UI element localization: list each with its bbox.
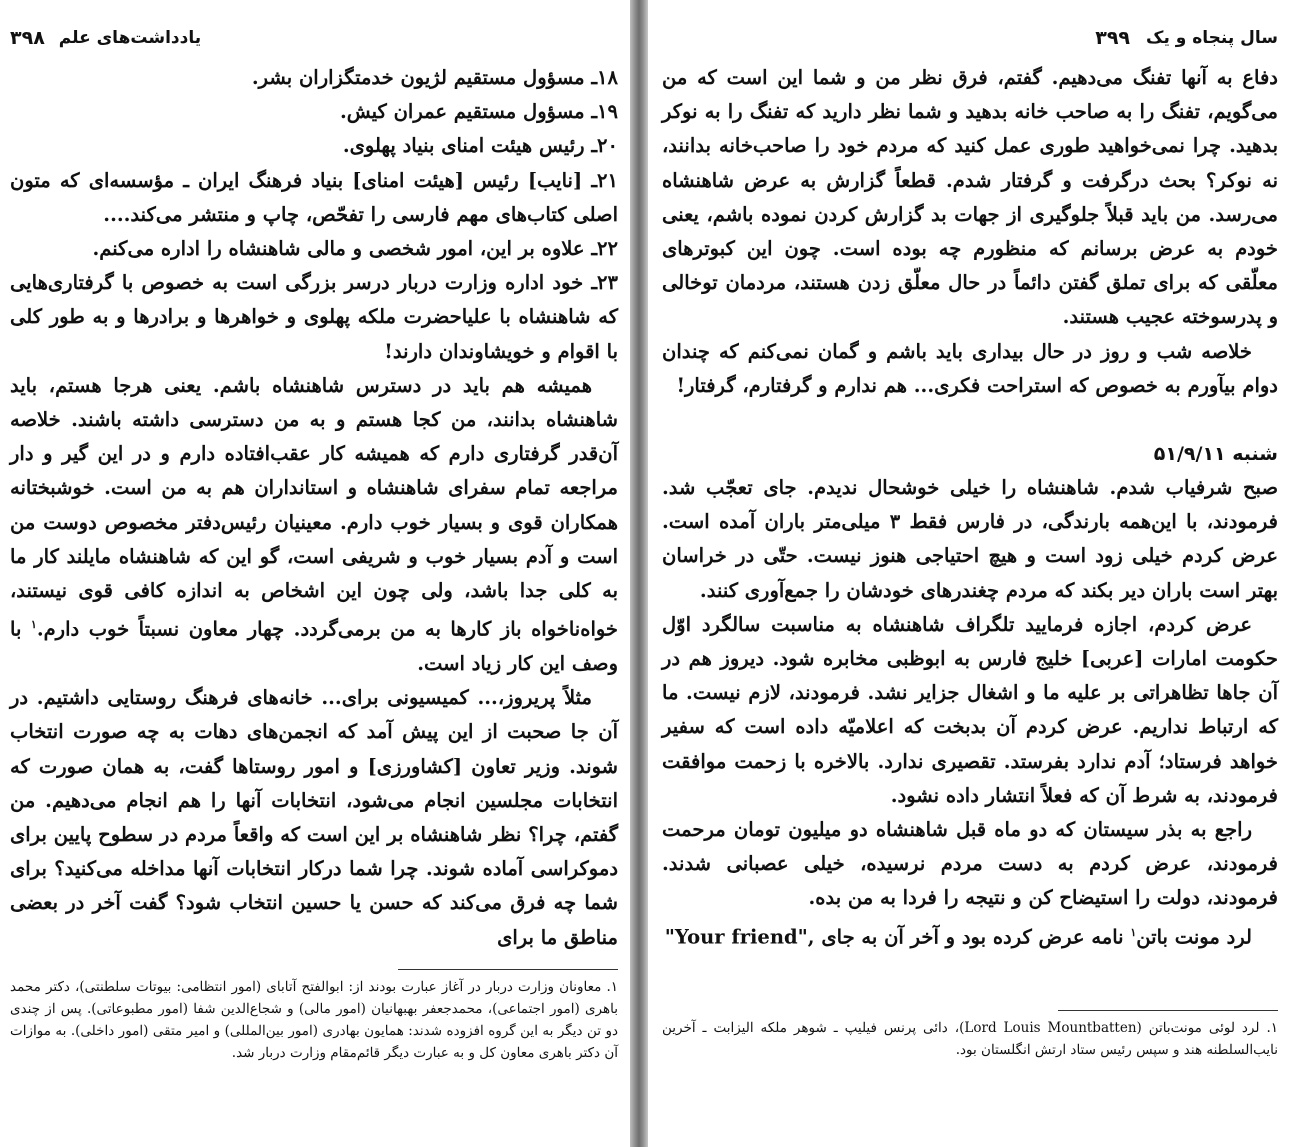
right-page [648,0,1294,1147]
english-quote: "Your friend", [664,925,815,949]
footnote-divider [398,969,618,970]
footnote: ۱. معاونان وزارت دربار در آغاز عبارت بودند از: ابوالفتح آتابای (امور انتظامی: بیوتات سلطنتی)، دکتر محمد باهری (امور اجتماعی)، محمدجعفر بهبهانیان (امور مالی) و شجاع‌الدین شفا (امور مطبوعاتی). پس از چندی دو تن دیگر به این گروه افزوده شدند: همایون بهادری (امور بین‌المللی) و امیر متقی (امور داخلی). به موازات آن دکتر باهری معاون کل و به عبارت دیگر قائم‌مقام وزارت دربار شد. [10,978,618,1061]
footnote-divider [1058,1010,1278,1011]
list-item-20: ۲۰ـ رئیس هیئت امنای بنیاد پهلوی. [342,134,618,158]
footnote-marker: ۱ [30,618,37,632]
left-page-header [10,22,618,55]
body-paragraph [662,916,1278,955]
right-header-title: سال پنجاه و یک [1146,28,1278,48]
paragraph-text: نامه عرض کرده بود و آخر آن به جای [814,925,1131,949]
body-paragraph: خلاصه شب و روز در حال بیداری باید باشم و گمان نمی‌کنم که چندان دوام بیآورم به خصوص که استراحت فکری... هم ندارم و گرفتارم، گرفتار! [662,339,1278,397]
right-page-header [662,22,1278,55]
paragraph-text: لرد مونت باتن [1136,925,1252,949]
body-paragraph: راجع به بذر سیستان که دو ماه قبل شاهنشاه دو میلیون تومان مرحمت فرمودند، عرض کردم به دست مردم نرسیده، خیلی عصبانی شدند. فرمودند، دولت را استیضاح کن و نتیجه را فردا به من بده. [662,818,1278,910]
body-paragraph: مثلاً پریروز،... کمیسیونی برای... خانه‌های فرهنگ روستایی داشتیم. در آن جا صحبت از این پیش آمد که انجمن‌های دهات به چه صورت انتخاب شوند. وزیر تعاون [کشاورزی] و امور روستاها گفت، به همان صورت که انتخابات مجلسین انجام می‌شود، انتخابات آنها را هم انجام می‌دهیم. من گفتم، چرا؟ نظر شاهنشاه بر این است که واقعاً مردم در سطوح پایین برای دموکراسی آماده شوند. چرا شما درکار انتخابات آنها مداخله می‌کنید؟ برای شما چه فرق می‌کند که حسن یا حسین انتخاب شود؟ گفت آخر در بعضی مناطق ما برای [10,686,618,949]
paragraph-text: همیشه هم باید در دسترس شاهنشاه باشم. یعنی هرجا هستم، باید شاهنشاه بدانند، من کجا هستم و به من دسترسی داشته باشند. خلاصه آن‌قدر گرفتاری دارم که همیشه کار عقب‌افتاده دارم و در این گیر و دار مراجعه تمام سفرای شاهنشاه و استانداران هم به من است. خوشبختانه همکاران قوی و بسیار خوب دارم. معینیان رئیس‌دفتر مخصوص دوست من است و آدم بسیار خوب و شریفی است، گو این که شاهنشاه مایلند کار ما به کلی جدا باشد، ولی چون این اشخاص به اندازه کافی قوی نیستند، خواه‌ناخواه باز کارها به من برمی‌گردد. چهار معاون نسبتاً خوب دارم. [10,373,618,641]
left-page-body [10,61,618,955]
list-item-18: ۱۸ـ مسؤول مستقیم لژیون خدمتگزاران بشر. [251,66,618,89]
body-paragraph [10,369,618,681]
right-page-body [662,61,1278,954]
list-item-19: ۱۹ـ مسؤول مستقیم عمران کیش. [340,100,618,124]
left-page [0,0,630,1147]
left-page-number: ۳۹۸ [10,27,45,49]
list-item-22: ۲۲ـ علاوه بر این، امور شخصی و مالی شاهنشاه را اداره می‌کنم. [92,237,618,261]
body-paragraph: دفاع به آنها تفنگ می‌دهیم. گفتم، فرق نظر من و شما این است که من می‌گویم، تفنگ را به صاحب خانه بدهید و شما نظر دارید که تفنگ را به نوکر بدهید. چرا نمی‌خواهید طوری عمل کنید که مردم خود را صاحب‌خانه بدانند، نه نوکر؟ بحث درگرفت و گرفتار شدم. قطعاً گزارش به عرض شاهنشاه می‌رسد. من باید قبلاً جلوگیری از جهات بد گزارش کردن نموده باشم، یعنی خودم به عرض برسانم که منظورم چه بوده است. چون این کبوترهای معلّقی که برای تملق گفتن دائماً در حال معلّق زدن هستند، مردمان توخالی و پدرسوخته عجیب هستند. [662,66,1278,329]
list-item-23: ۲۳ـ خود اداره وزارت دربار درسر بزرگی است به خصوص با گرفتاری‌هایی که شاهنشاه با علیاحضرت ملکه پهلوی و خواهرها و برادرها و به طور کلی با اقوام و خویشاوندان دارند! [10,271,618,363]
left-header-title: یادداشت‌های علم [58,28,202,48]
footnote-marker: ۱ [1130,925,1137,939]
date-heading: شنبه ۵۱/۹/۱۱ [1153,443,1278,466]
paragraph-text-tail: با وصف این کار زیاد است. [10,617,618,675]
right-page-number: ۳۹۹ [1095,27,1131,49]
footnote: ۱. لرد لوئی مونت‌باتن (Lord Louis Mountbatten)، دائی پرنس فیلیپ ـ شوهر ملکه الیزابت ـ آخرین نایب‌السلطنه هند و سپس رئیس ستاد ارتش انگلستان بود. [662,1020,1278,1059]
list-item-21: ۲۱ـ [نایب] رئیس [هیئت امنای] بنیاد فرهنگ ایران ـ مؤسسه‌ای که متون اصلی کتاب‌های مهم فارسی را تفحّص، چاپ و منتشر می‌کند.... [10,168,618,226]
book-spine [630,0,648,1147]
body-paragraph: عرض کردم، اجازه فرمایید تلگراف شاهنشاه به مناسبت سالگرد اوّل حکومت امارات [عربی] خلیج فارس به ابوظبی مخابره شود. دیروز هم در آن جاها تظاهراتی بر علیه ما و اشغال جزایر نشد. فرمودند، لازم نیست. ما که ارتباط نداریم. عرض کردم آن بدبخت که اعلامیّه داده است که سفیر خواهد فرستاد؛ آدم ندارد بفرستد. تقصیری ندارد. بالاخره با زحمت موافقت فرمودند، به شرط آن که فعلاً انتشار داده نشود. [662,612,1278,807]
body-paragraph: صبح شرفیاب شدم. شاهنشاه را خیلی خوشحال ندیدم. جای تعجّب شد. فرمودند، با این‌همه بارندگی، در فارس فقط ۳ میلی‌متر باران آمده است. عرض کردم خیلی زود است و هیچ احتیاجی هنوز نیست. حتّی در خراسان بهتر است باران دیر بکند که مردم چغندرهای خودشان را جمع‌آوری کنند. [662,476,1278,602]
